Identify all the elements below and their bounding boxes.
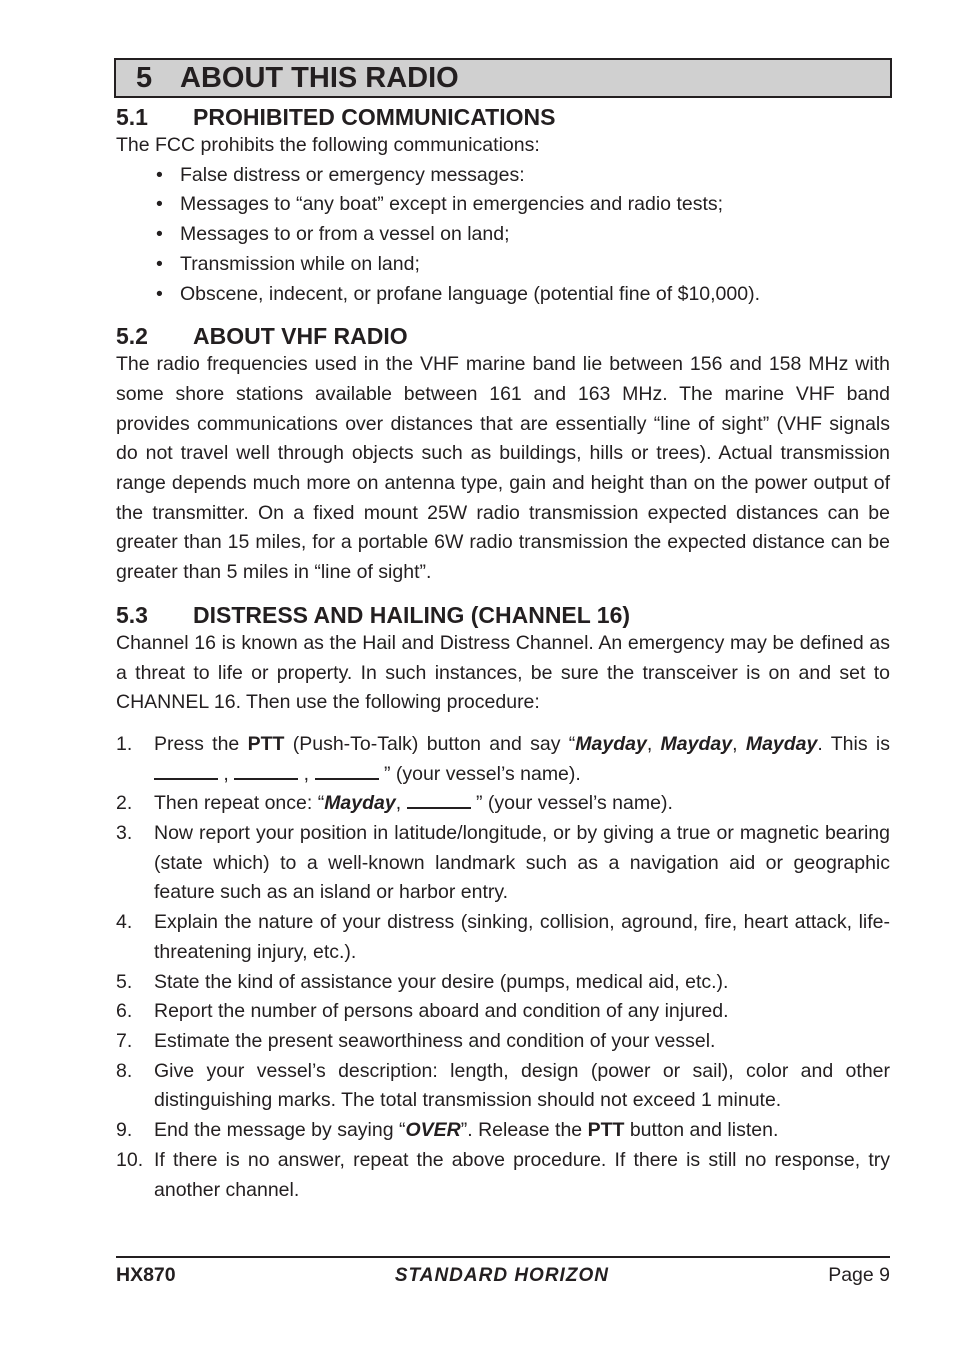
step-text: . This is [817,732,890,755]
model-name: HX870 [116,1264,176,1286]
step-number: 1. [116,732,133,755]
list-item [116,968,890,998]
page-footer [116,1256,890,1287]
step-text: End the message by saying “ [154,1119,406,1142]
list-item-text: False distress or emergency messages: [180,163,525,186]
step-text: Report the number of persons aboard and condition of any injured. [154,1000,729,1023]
list-item-text: Messages to or from a vessel on land; [180,223,510,246]
list-item [116,1057,890,1116]
list-item [116,1116,890,1146]
section-heading-5-2 [116,323,890,350]
mayday-word: Mayday [324,792,396,815]
distress-procedure-list [116,730,890,1205]
step-number: 3. [116,822,133,845]
list-item [116,730,890,789]
step-text: ”. Release the [460,1119,588,1142]
section-heading-5-3 [116,602,890,629]
step-text: , [646,732,661,755]
list-item [116,1146,890,1205]
over-word: OVER [405,1119,461,1142]
section-title: DISTRESS AND HAILING (CHANNEL 16) [193,601,631,628]
list-item-text: Obscene, indecent, or profane language (potential fine of $10,000). [180,282,760,305]
step-text: , [218,762,235,785]
step-text: button and listen. [624,1119,779,1142]
brand-logo: STANDARD HORIZON [394,1264,609,1286]
section-5-1-intro: The FCC prohibits the following communications: [116,134,540,156]
mayday-word: Mayday [745,732,818,755]
section-title: ABOUT VHF RADIO [193,323,408,350]
ptt-label: PTT [587,1119,625,1142]
step-text: If there is no answer, repeat the above procedure. If there is still no response, try another channel. [154,1148,890,1201]
step-text: Then repeat once: “ [154,792,325,815]
list-item [116,819,890,908]
manual-page [116,58,890,1205]
chapter-number: 5 [136,61,153,94]
step-number: 7. [116,1029,133,1052]
step-number: 6. [116,1000,133,1023]
section-number: 5.3 [116,601,148,628]
step-text: ” (your vessel’s name). [470,792,673,815]
list-item-text: Transmission while on land; [180,252,420,275]
step-text: ” (your vessel’s name). [378,762,581,785]
section-number: 5.2 [116,323,148,350]
mayday-word: Mayday [575,732,647,755]
chapter-heading [114,58,892,98]
step-number: 9. [116,1119,133,1142]
step-text: State the kind of assistance your desire (pumps, medical aid, etc.). [154,970,729,993]
name-blank [154,764,218,780]
list-item: • False distress or emergency messages: [156,163,525,186]
step-text: Explain the nature of your distress (sinking, collision, aground, fire, heart attack, life-threatening injury, etc.). [154,911,890,963]
list-item: • Messages to or from a vessel on land; [156,223,510,246]
step-text: , [732,732,746,755]
list-item [116,789,890,819]
prohibited-list [116,161,890,310]
section-5-2-body: The radio frequencies used in the VHF marine band lie between 156 and 158 MHz with some shore stations available between 161 and 163 MHz. The marine VHF band provides communications over distances that are essentially “line of sight” (VHF signals do not travel well through objects such as buildings, hills or trees). Actual transmission range depends much more on antenna type, gain and height than on the power output of the transmitter. On a fixed mount 25W radio transmission expected distances can be greater than 15 miles, for a portable 6W radio transmission the expected distance can be greater than 5 miles in “line of sight”. [116,353,890,584]
step-text: , [298,762,315,785]
name-blank [407,793,471,809]
step-text: (Push-To-Talk) button and say “ [284,732,576,755]
list-item [116,1027,890,1057]
list-item: • Messages to “any boat” except in emergencies and radio tests; [156,193,724,216]
ptt-label: PTT [247,732,285,755]
section-heading-5-1 [116,104,890,131]
step-number: 10. [116,1148,144,1171]
chapter-title: ABOUT THIS RADIO [180,61,459,94]
list-item: • Obscene, indecent, or profane language (potential fine of $10,000). [156,282,760,305]
step-text: Now report your position in latitude/longitude, or by giving a true or magnetic bearing (state which) to a well-known landmark such as a navigation aid or geographic feature such as an island or harbor entry. [154,822,890,904]
name-blank [234,764,298,780]
step-number: 4. [116,911,133,934]
list-item-text: Messages to “any boat” except in emergencies and radio tests; [180,193,724,216]
step-number: 5. [116,970,133,993]
section-number: 5.1 [116,104,148,130]
step-text: Press the [154,732,248,755]
step-text: Give your vessel’s description: length, design (power or sail), color and other distinguishing marks. The total transmission should not exceed 1 minute. [154,1059,890,1112]
step-number: 2. [116,792,133,815]
list-item: • Transmission while on land; [156,252,420,275]
step-number: 8. [116,1059,133,1082]
page-number: Page 9 [828,1264,890,1286]
section-title: PROHIBITED COMMUNICATIONS [193,104,556,130]
list-item [116,997,890,1027]
section-5-3-body: Channel 16 is known as the Hail and Distress Channel. An emergency may be defined as a threat to life or property. In such instances, be sure the transceiver is on and set to CHANNEL 16. Then use the following procedure: [116,631,890,714]
step-text: Estimate the present seaworthiness and condition of your vessel. [154,1029,716,1052]
list-item [116,908,890,967]
name-blank [315,764,379,780]
mayday-word: Mayday [660,732,733,755]
step-text: , [395,792,407,815]
